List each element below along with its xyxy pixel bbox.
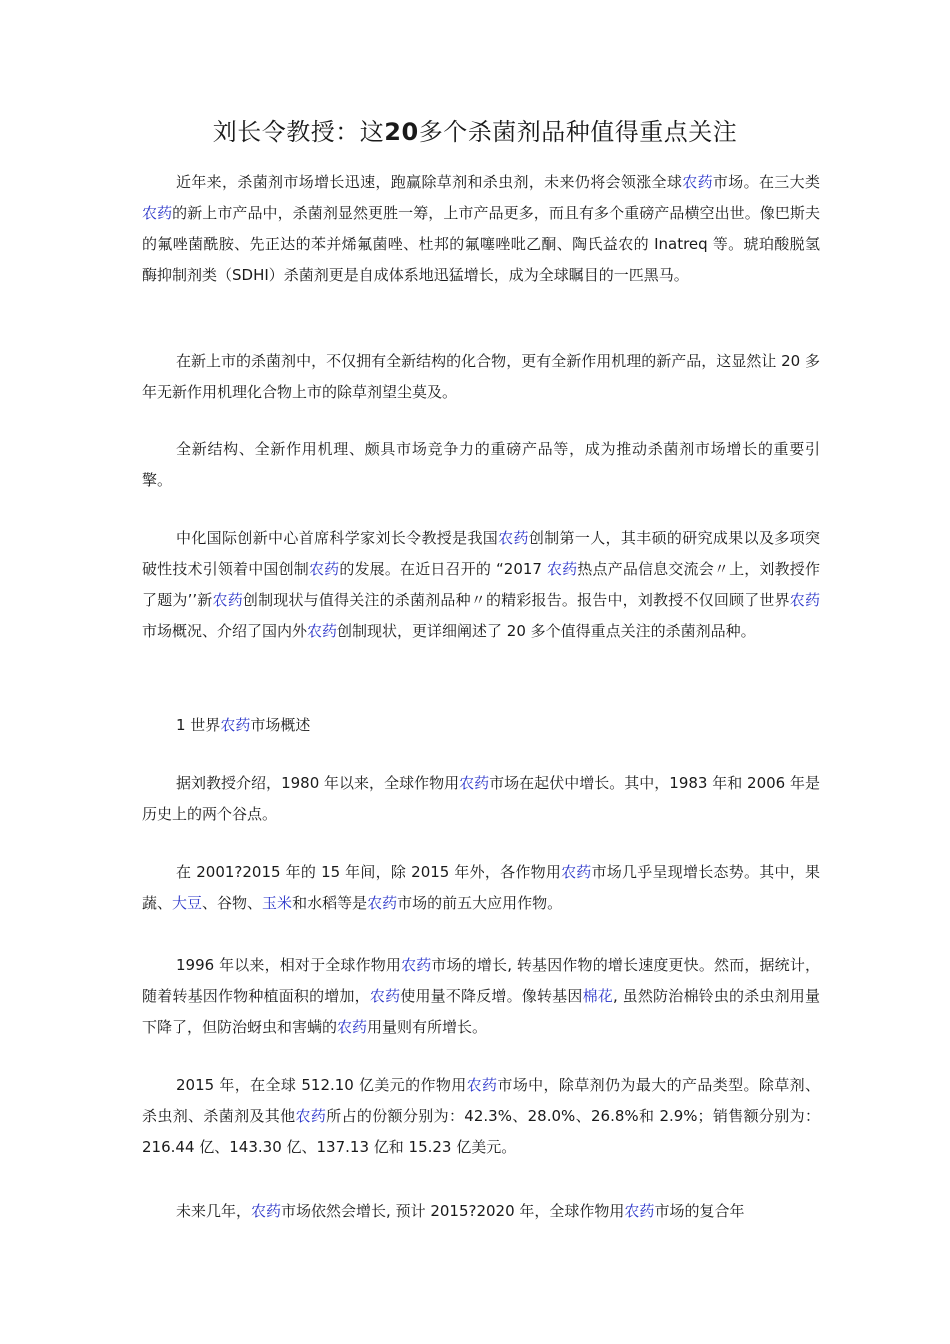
keyword-link[interactable]: 农药: [466, 1076, 498, 1094]
paragraph-market-history: 据刘教授介绍，1980 年以来，全球作物用农药市场在起伏中增长。其中，1983 年和 2006 年是历史上的两个谷点。: [142, 774, 820, 823]
section-heading-market-overview: 1 世界农药市场概述: [176, 716, 311, 734]
page-title: [0, 112, 950, 152]
keyword-link[interactable]: 农药: [546, 560, 578, 578]
title-prefix: 刘长令教授：这: [212, 118, 385, 146]
paragraph-intro: 近年来，杀菌剂市场增长迅速，跑赢除草剂和杀虫剂，未来仍将会领涨全球农药市场。在三大类农药的新上市产品中，杀菌剂显然更胜一筹，上市产品更多，而且有多个重磅产品横空出世。像巴斯夫的氟唑菌酰胺、先正达的苯并烯氟菌唑、杜邦的氟噻唑吡乙酮、陶氏益农的 Inatreq 等。琥珀酸脱氢酶抑制剂类（SDHI）杀菌剂更是自成体系地迅猛增长，成为全球瞩目的一匹黑马。: [142, 173, 820, 284]
keyword-link[interactable]: 农药: [624, 1202, 655, 1220]
paragraph-professor-intro: 中化国际创新中心首席科学家刘长令教授是我国农药创制第一人，其丰硕的研究成果以及多项突破性技术引领着中国创制农药的发展。在近日召开的 “2017 农药热点产品信息交流会〃上，刘教授作了题为’’新农药创制现状与值得关注的杀菌剂品种〃的精彩报告。报告中，刘教授不仅回顾了世界农药市场概况、介绍了国内外农药创制现状，更详细阐述了 20 多个值得重点关注的杀菌剂品种。: [142, 529, 820, 640]
keyword-link[interactable]: 农药: [308, 560, 340, 578]
keyword-link[interactable]: 农药: [142, 204, 173, 222]
title-suffix: 多个杀菌剂品种值得重点关注: [418, 118, 738, 146]
paragraph-2001-2015: 在 2001?2015 年的 15 年间，除 2015 年外，各作物用农药市场几乎呈现增长态势。其中，果蔬、大豆、谷物、玉米和水稻等是农药市场的前五大应用作物。: [142, 863, 820, 912]
keyword-link[interactable]: 玉米: [262, 894, 293, 912]
keyword-link[interactable]: 大豆: [172, 894, 203, 912]
keyword-link[interactable]: 农药: [212, 591, 243, 609]
keyword-link[interactable]: 农药: [337, 1018, 368, 1036]
keyword-link[interactable]: 农药: [367, 894, 398, 912]
paragraph-growth-engine: 全新结构、全新作用机理、颇具市场竞争力的重磅产品等，成为推动杀菌剂市场增长的重要引擎。: [142, 440, 820, 489]
keyword-link[interactable]: 农药: [459, 774, 490, 792]
keyword-link[interactable]: 农药: [369, 987, 401, 1005]
keyword-link[interactable]: 农药: [307, 622, 338, 640]
paragraph-2015-market: 2015 年，在全球 512.10 亿美元的作物用农药市场中，除草剂仍为最大的产品类型。除草剂、杀虫剂、杀菌剂及其他农药所占的份额分别为：42.3%、28.0%、26.8%和 2.9%；销售额分别为：216.44 亿、143.30 亿、137.13 亿和 15.23 亿美元。: [142, 1076, 820, 1156]
paragraph-new-fungicides: 在新上市的杀菌剂中，不仅拥有全新结构的化合物，更有全新作用机理的新产品，这显然让 20 多年无新作用机理化合物上市的除草剂望尘莫及。: [142, 352, 820, 401]
keyword-link[interactable]: 农药: [682, 173, 713, 191]
keyword-link[interactable]: 农药: [789, 591, 820, 609]
paragraph-transgenic-crops: 1996 年以来，相对于全球作物用农药市场的增长, 转基因作物的增长速度更快。然而，据统计，随着转基因作物种植面积的增加，农药使用量不降反增。像转基因棉花, 虽然防治棉铃虫的杀虫剂用量下降了，但防治蚜虫和害螨的农药用量则有所增长。: [142, 956, 820, 1036]
keyword-link[interactable]: 农药: [401, 956, 432, 974]
keyword-link[interactable]: 农药: [295, 1107, 327, 1125]
keyword-link[interactable]: 棉花: [582, 987, 613, 1005]
keyword-link[interactable]: 农药: [251, 1202, 282, 1220]
paragraph-future-outlook: 未来几年，农药市场依然会增长, 预计 2015?2020 年，全球作物用农药市场的复合年: [176, 1202, 745, 1220]
keyword-link[interactable]: 农药: [561, 863, 592, 881]
title-number: 20: [384, 118, 419, 146]
keyword-link[interactable]: 农药: [220, 716, 251, 734]
keyword-link[interactable]: 农药: [498, 529, 529, 547]
